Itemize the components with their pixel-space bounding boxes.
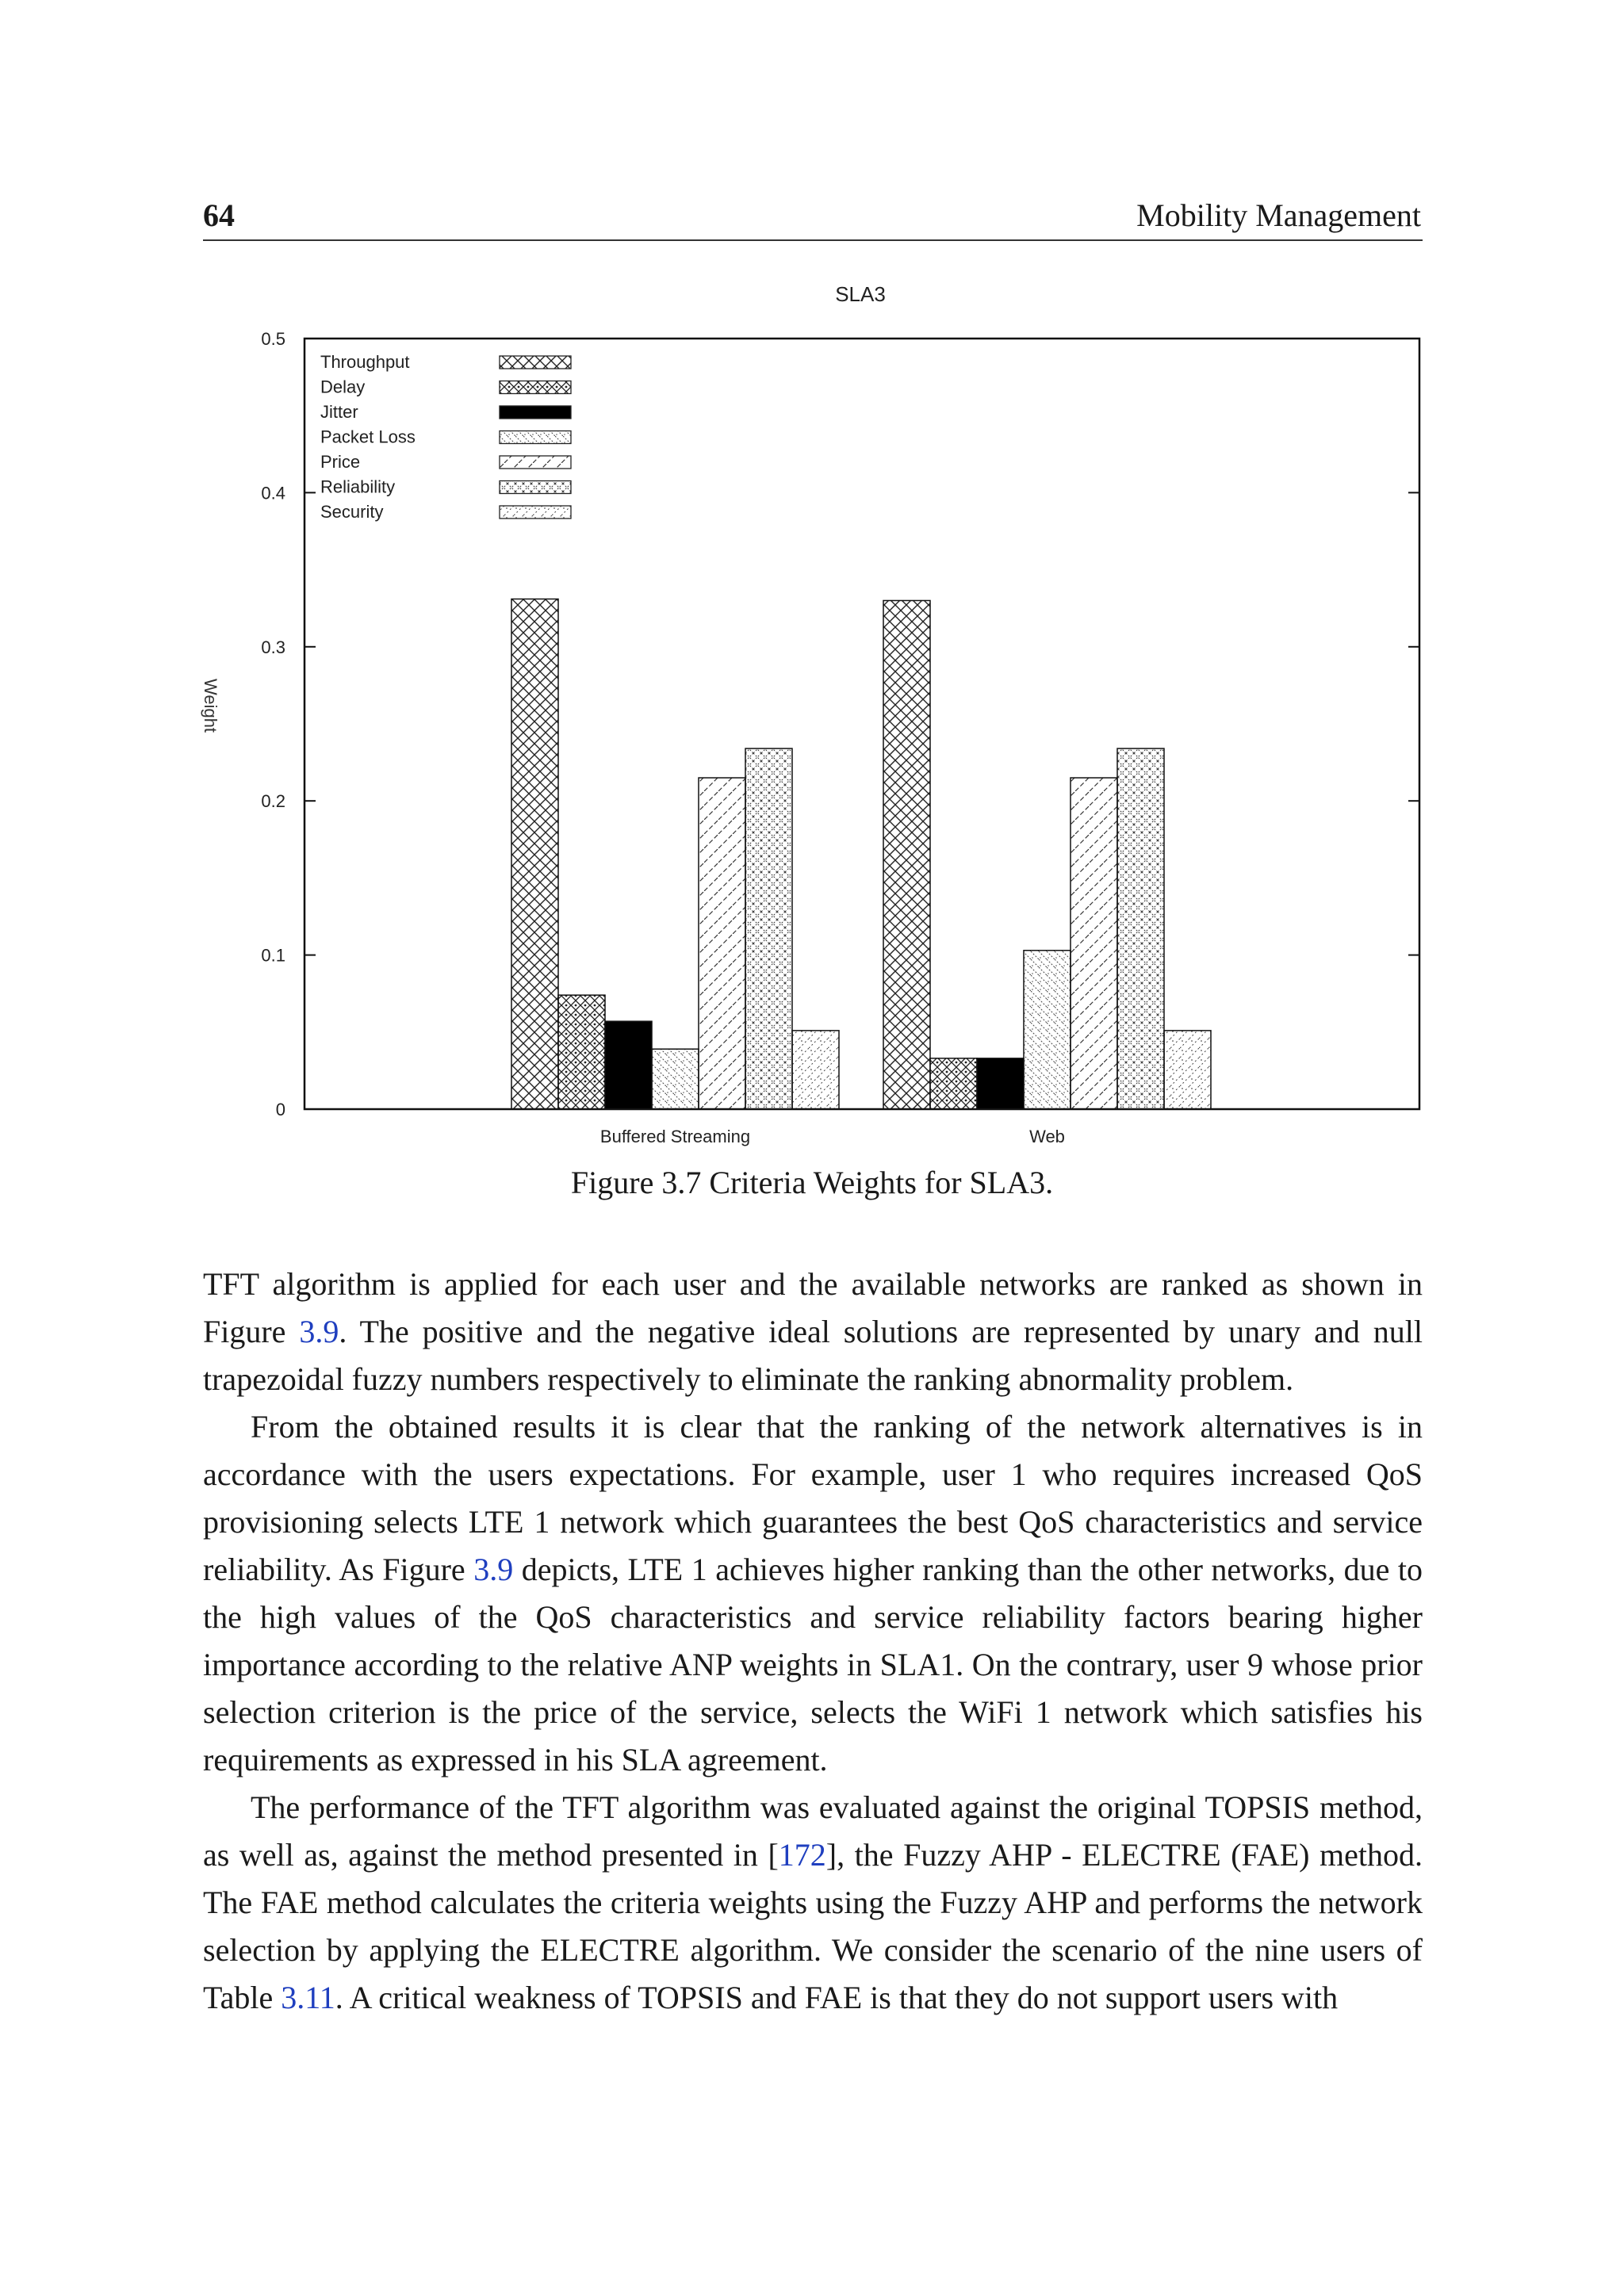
legend-label: Price bbox=[320, 452, 361, 472]
legend-swatch bbox=[500, 381, 571, 394]
chart-legend bbox=[320, 352, 571, 522]
running-title: Mobility Management bbox=[1136, 197, 1421, 233]
bar-packet-loss-buffered-streaming bbox=[652, 1049, 699, 1109]
legend-label: Throughput bbox=[320, 352, 410, 372]
figure-caption: Figure 3.7 Criteria Weights for SLA3. bbox=[570, 1165, 1054, 1200]
y-tick-label: 0.3 bbox=[261, 637, 285, 657]
bar-jitter-buffered-streaming bbox=[605, 1021, 652, 1109]
bar-security-web bbox=[1164, 1031, 1211, 1109]
y-tick-label: 0.5 bbox=[261, 329, 285, 349]
table-reference-link[interactable]: 3.11 bbox=[281, 1980, 335, 2015]
bar-packet-loss-web bbox=[1024, 951, 1071, 1109]
bar-marks bbox=[511, 599, 1211, 1109]
figure-chart bbox=[190, 277, 1443, 1150]
legend-label: Jitter bbox=[320, 402, 358, 422]
legend-label: Security bbox=[320, 502, 384, 522]
figure-reference-link[interactable]: 3.9 bbox=[473, 1552, 514, 1587]
legend-label: Reliability bbox=[320, 476, 396, 497]
x-axis-ticks bbox=[600, 1127, 1065, 1146]
legend-label: Delay bbox=[320, 377, 366, 397]
bar-delay-web bbox=[930, 1058, 977, 1109]
legend-swatch bbox=[500, 481, 571, 494]
bar-price-buffered-streaming bbox=[699, 778, 745, 1109]
body-text bbox=[203, 1261, 1423, 2022]
y-axis-label: Weight bbox=[201, 678, 220, 733]
paragraph-2: From the obtained results it is clear that the ranking of the network alternatives is in accordance with the users expectations. For example, user 1 who requires increased QoS provisioning selects LTE 1 network which guarantees the best QoS characteristics and service reliability. As Figure 3.9 depicts, LTE 1 achieves higher ranking than the other networks, due to the high values of the QoS characteristics and service reliability factors bearing higher importance according to the relative ANP weights in SLA1. On the contrary, user 9 whose prior selection criterion is the price of the service, selects the WiFi 1 network which satisfies his requirements as expressed in his SLA agreement. bbox=[203, 1409, 1423, 1777]
bar-chart bbox=[190, 277, 1443, 1150]
x-tick-label: Web bbox=[1029, 1127, 1065, 1146]
y-axis-ticks bbox=[261, 329, 1419, 1119]
bar-delay-buffered-streaming bbox=[558, 995, 605, 1109]
legend-swatch bbox=[500, 431, 571, 444]
page-number: 64 bbox=[203, 197, 235, 233]
bar-reliability-buffered-streaming bbox=[745, 748, 792, 1109]
y-tick-label: 0 bbox=[275, 1100, 285, 1119]
legend-label: Packet Loss bbox=[320, 427, 416, 447]
header-rule bbox=[203, 239, 1423, 241]
figure-reference-link[interactable]: 3.9 bbox=[299, 1314, 339, 1349]
bar-security-buffered-streaming bbox=[792, 1031, 839, 1109]
bar-throughput-web bbox=[883, 600, 930, 1109]
y-tick-label: 0.2 bbox=[261, 791, 285, 812]
paragraph-3: The performance of the TFT algorithm was evaluated against the original TOPSIS method, as well as, against the method presented in [172], the Fuzzy AHP - ELECTRE (FAE) method. The FAE method calculates the criteria weights using the Fuzzy AHP and performs the network selection by applying the ELECTRE algorithm. We consider the scenario of the nine users of Table 3.11. A critical weakness of TOPSIS and FAE is that they do not support users with bbox=[203, 1789, 1423, 2015]
bar-price-web bbox=[1071, 778, 1117, 1109]
bar-jitter-web bbox=[977, 1058, 1024, 1109]
legend-swatch bbox=[500, 406, 571, 419]
x-tick-label: Buffered Streaming bbox=[599, 1127, 751, 1146]
legend-swatch bbox=[500, 456, 571, 469]
paragraph-1: TFT algorithm is applied for each user and the available networks are ranked as shown in Figure 3.9. The positive and the negative ideal solutions are represented by unary and null trapezoidal fuzzy numbers respectively to eliminate the ranking abnormality problem. bbox=[203, 1266, 1423, 1397]
bar-throughput-buffered-streaming bbox=[511, 599, 558, 1109]
bar-reliability-web bbox=[1117, 748, 1164, 1109]
legend-swatch bbox=[500, 506, 571, 519]
y-tick-label: 0.4 bbox=[261, 483, 285, 503]
citation-link[interactable]: 172 bbox=[778, 1837, 826, 1873]
legend-swatch bbox=[500, 356, 571, 369]
y-tick-label: 0.1 bbox=[261, 945, 285, 966]
chart-title: SLA3 bbox=[835, 282, 886, 306]
plot-frame bbox=[304, 339, 1419, 1109]
